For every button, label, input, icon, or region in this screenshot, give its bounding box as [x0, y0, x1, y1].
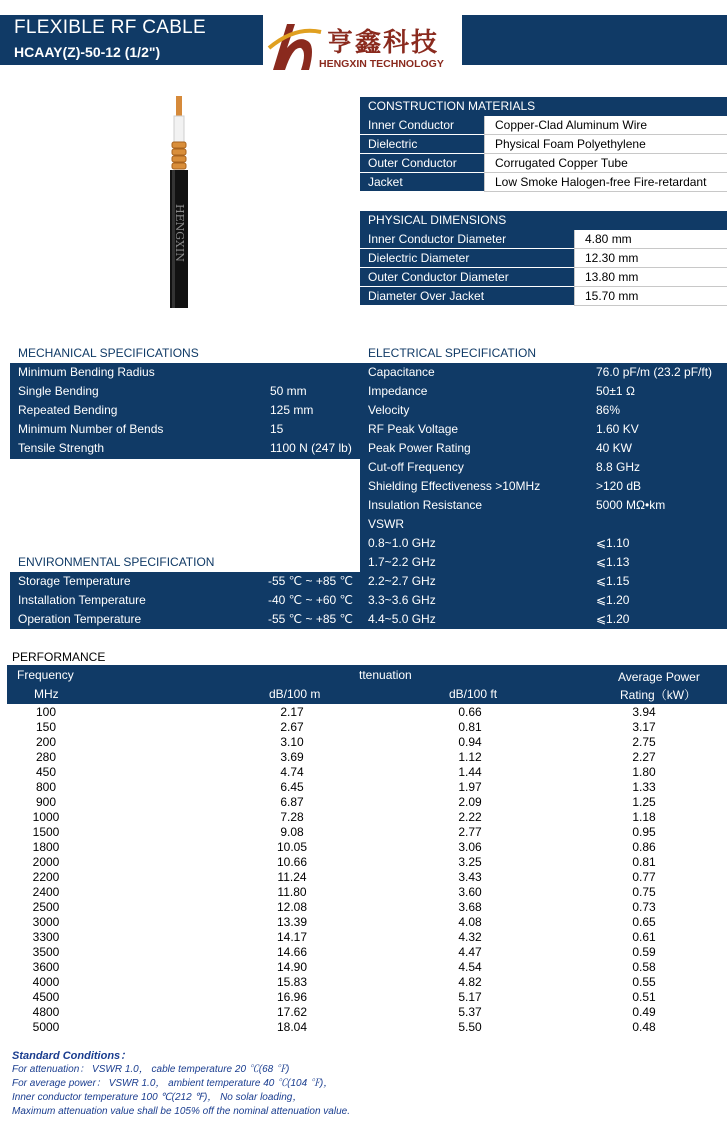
frequency-cell: 900 — [35, 795, 57, 809]
company-logo — [265, 18, 460, 73]
spec-key: Peak Power Rating — [368, 441, 471, 455]
db-100m-cell: 17.62 — [276, 1005, 308, 1019]
frequency-cell: 3300 — [32, 930, 60, 944]
power-cell: 3.94 — [632, 705, 656, 719]
table-row — [0, 900, 727, 915]
spec-value: ⩽1.15 — [596, 574, 630, 588]
spec-value: Low Smoke Halogen-free Fire-retardant — [484, 173, 727, 192]
db-100m-cell: 9.08 — [280, 825, 304, 839]
frequency-cell: 4500 — [32, 990, 60, 1004]
db-100ft-cell: 3.43 — [458, 870, 482, 884]
db-100m-cell: 7.28 — [280, 810, 304, 824]
frequency-cell: 280 — [35, 750, 57, 764]
mechanical-table — [10, 363, 360, 459]
hengxin-logo-mark — [265, 18, 325, 74]
spec-value: 15.70 mm — [574, 287, 727, 306]
frequency-cell: 1500 — [32, 825, 60, 839]
spec-key: Velocity — [368, 403, 410, 417]
power-cell: 0.65 — [632, 915, 656, 929]
frequency-cell: 150 — [35, 720, 57, 734]
table-row — [0, 960, 727, 975]
db-100m-cell: 3.10 — [280, 735, 304, 749]
notes-title: Standard Conditions： — [12, 1050, 132, 1062]
power-cell: 0.73 — [632, 900, 656, 914]
table-row — [0, 720, 727, 735]
spec-key: Operation Temperature — [18, 612, 142, 626]
table-row — [0, 1005, 727, 1020]
table-row — [0, 735, 727, 750]
db-100m-cell: 6.45 — [280, 780, 304, 794]
db-100m-cell: 18.04 — [276, 1020, 308, 1034]
db-100ft-cell: 2.22 — [458, 810, 482, 824]
table-row — [0, 990, 727, 1005]
db-100ft-cell: 3.60 — [458, 885, 482, 899]
spec-value: >120 dB — [596, 479, 642, 493]
frequency-cell: 5000 — [32, 1020, 60, 1034]
power-cell: 0.59 — [632, 945, 656, 959]
spec-value: 40 KW — [596, 441, 633, 455]
table-row — [0, 810, 727, 825]
power-cell: 1.80 — [632, 765, 656, 779]
frequency-cell: 100 — [35, 705, 57, 719]
spec-value: -40 ℃ ~ +60 ℃ — [268, 593, 353, 607]
db-100ft-cell: 4.47 — [458, 945, 482, 959]
table-row — [0, 705, 727, 720]
db-100m-cell: 2.67 — [280, 720, 304, 734]
spec-key: Jacket — [360, 173, 484, 191]
db-100m-cell: 10.66 — [276, 855, 308, 869]
db-100ft-cell: 3.25 — [458, 855, 482, 869]
electrical-title: ELECTRICAL SPECIFICATION — [368, 346, 537, 360]
table-row — [0, 855, 727, 870]
db-100ft-cell: 0.94 — [458, 735, 482, 749]
spec-key: Outer Conductor — [360, 154, 484, 172]
spec-value: ⩽1.20 — [596, 593, 630, 607]
table-row — [0, 840, 727, 855]
db-100ft-cell: 3.06 — [458, 840, 482, 854]
frequency-cell: 1000 — [32, 810, 60, 824]
spec-value: Copper-Clad Aluminum Wire — [484, 116, 727, 135]
note-line: For average power： VSWR 1.0， ambient temperature 40 ℃(104 ℉)， — [12, 1078, 334, 1089]
power-cell: 2.27 — [632, 750, 656, 764]
db-100ft-cell: 5.50 — [458, 1020, 482, 1034]
spec-key: Minimum Bending Radius — [18, 365, 155, 379]
db-100ft-cell: 0.66 — [458, 705, 482, 719]
spec-key: Inner Conductor — [360, 116, 484, 134]
spec-key: Minimum Number of Bends — [18, 422, 164, 436]
spec-value: 50±1 Ω — [596, 384, 635, 398]
db-100m-cell: 11.24 — [277, 870, 307, 884]
header-right-bar — [462, 15, 727, 65]
spec-key: Dielectric — [360, 135, 484, 153]
power-cell: 0.58 — [632, 960, 656, 974]
logo-chinese: 亨鑫科技 — [327, 28, 440, 58]
table-row — [0, 975, 727, 990]
spec-key: Installation Temperature — [18, 593, 146, 607]
spec-key: Shielding Effectiveness >10MHz — [368, 479, 541, 493]
db-100ft-cell: 3.68 — [458, 900, 482, 914]
spec-value: -55 ℃ ~ +85 ℃ — [268, 574, 353, 588]
frequency-cell: 800 — [35, 780, 57, 794]
cable-image — [168, 96, 190, 308]
logo-english: HENGXIN TECHNOLOGY — [319, 58, 444, 70]
spec-value: 1.60 KV — [596, 422, 639, 436]
performance-title: PERFORMANCE — [12, 650, 106, 664]
spec-value: ⩽1.20 — [596, 612, 630, 626]
db-100ft-cell: 1.97 — [458, 780, 482, 794]
power-cell: 0.77 — [632, 870, 656, 884]
power-cell: 0.51 — [632, 990, 656, 1004]
db-100m-cell: 13.39 — [276, 915, 308, 929]
power-cell: 0.48 — [632, 1020, 656, 1034]
construction-title: CONSTRUCTION MATERIALS — [360, 97, 727, 116]
power-cell: 1.33 — [632, 780, 656, 794]
db-100m-cell: 2.17 — [280, 705, 304, 719]
db-100ft-cell: 4.82 — [458, 975, 482, 989]
table-row — [0, 825, 727, 840]
document-title: FLEXIBLE RF CABLE — [14, 17, 207, 38]
spec-value: Physical Foam Polyethylene — [484, 135, 727, 154]
db-100ft-cell: 1.44 — [458, 765, 482, 779]
environmental-table — [10, 572, 360, 629]
db-100ft-cell: 4.54 — [458, 960, 482, 974]
header-mhz: MHz — [34, 687, 59, 701]
db-100m-cell: 16.96 — [276, 990, 308, 1004]
spec-key: Insulation Resistance — [368, 498, 483, 512]
frequency-cell: 2400 — [32, 885, 60, 899]
note-line: Maximum attenuation value shall be 105% off the nominal attenuation value. — [12, 1106, 350, 1117]
frequency-cell: 1800 — [32, 840, 60, 854]
db-100m-cell: 14.66 — [276, 945, 308, 959]
power-cell: 0.86 — [632, 840, 656, 854]
spec-key: Repeated Bending — [18, 403, 118, 417]
frequency-cell: 4800 — [32, 1005, 60, 1019]
frequency-cell: 200 — [35, 735, 57, 749]
power-cell: 0.95 — [632, 825, 656, 839]
spec-value: 86% — [596, 403, 621, 417]
spec-value: 4.80 mm — [574, 230, 727, 249]
power-cell: 0.75 — [632, 885, 656, 899]
frequency-cell: 450 — [35, 765, 57, 779]
spec-key: 1.7~2.2 GHz — [368, 555, 436, 569]
power-cell: 0.49 — [632, 1005, 656, 1019]
spec-key: Dielectric Diameter — [360, 249, 574, 267]
table-row — [0, 765, 727, 780]
model-number: HCAAY(Z)-50-12 (1/2") — [14, 44, 161, 60]
spec-key: Capacitance — [368, 365, 435, 379]
spec-value: ⩽1.10 — [596, 536, 630, 550]
power-cell: 0.61 — [632, 930, 656, 944]
table-row — [0, 915, 727, 930]
spec-value: -55 ℃ ~ +85 ℃ — [268, 612, 353, 626]
db-100ft-cell: 4.32 — [458, 930, 482, 944]
spec-key: Storage Temperature — [18, 574, 131, 588]
table-row — [0, 930, 727, 945]
spec-key: RF Peak Voltage — [368, 422, 459, 436]
spec-value: 12.30 mm — [574, 249, 727, 268]
db-100ft-cell: 0.81 — [458, 720, 482, 734]
spec-value: 50 mm — [270, 384, 307, 398]
power-cell: 2.75 — [632, 735, 656, 749]
table-row — [0, 1020, 727, 1035]
spec-value: 1100 N (247 lb) — [270, 441, 352, 455]
table-row — [0, 750, 727, 765]
spec-key: VSWR — [368, 517, 404, 531]
spec-key: Impedance — [368, 384, 428, 398]
table-row — [0, 795, 727, 810]
spec-key: 3.3~3.6 GHz — [368, 593, 436, 607]
table-row — [0, 885, 727, 900]
standard-conditions — [12, 1049, 350, 1119]
header-frequency: Frequency — [17, 668, 74, 682]
frequency-cell: 2000 — [32, 855, 60, 869]
db-100ft-cell: 1.12 — [458, 750, 482, 764]
frequency-cell: 4000 — [32, 975, 60, 989]
db-100m-cell: 10.05 — [276, 840, 308, 854]
db-100m-cell: 14.90 — [276, 960, 308, 974]
frequency-cell: 2200 — [32, 870, 60, 884]
frequency-cell: 2500 — [32, 900, 60, 914]
db-100m-cell: 12.08 — [276, 900, 308, 914]
frequency-cell: 3500 — [32, 945, 60, 959]
spec-value: 8.8 GHz — [596, 460, 641, 474]
spec-value: 76.0 pF/m (23.2 pF/ft) — [596, 365, 713, 379]
mechanical-title: MECHANICAL SPECIFICATIONS — [18, 346, 199, 360]
db-100ft-cell: 2.77 — [458, 825, 482, 839]
spec-value: Corrugated Copper Tube — [484, 154, 727, 173]
power-cell: 0.55 — [632, 975, 656, 989]
table-row — [0, 870, 727, 885]
note-line: Inner conductor temperature 100 ℃(212 ℉)， No solar loading， — [12, 1092, 303, 1103]
power-cell: 0.81 — [632, 855, 656, 869]
spec-key: Cut-off Frequency — [368, 460, 464, 474]
db-100m-cell: 4.74 — [280, 765, 304, 779]
performance-header — [7, 665, 727, 704]
spec-key: 4.4~5.0 GHz — [368, 612, 436, 626]
note-line: For attenuation： VSWR 1.0， cable temperature 20 ℃(68 ℉) — [12, 1064, 290, 1075]
power-cell: 1.25 — [632, 795, 656, 809]
db-100m-cell: 15.83 — [276, 975, 308, 989]
spec-value: ⩽1.13 — [596, 555, 630, 569]
power-cell: 1.18 — [632, 810, 656, 824]
environmental-title: ENVIRONMENTAL SPECIFICATION — [18, 555, 215, 569]
cable-print-text: HENGXIN — [173, 204, 186, 262]
physical-title: PHYSICAL DIMENSIONS — [360, 211, 727, 230]
db-100m-cell: 14.17 — [276, 930, 308, 944]
spec-value: 13.80 mm — [574, 268, 727, 287]
db-100ft-cell: 5.17 — [458, 990, 482, 1004]
header-title-bar — [0, 15, 263, 65]
table-row — [0, 780, 727, 795]
db-100m-cell: 11.80 — [277, 885, 307, 899]
db-100ft-cell: 4.08 — [458, 915, 482, 929]
header-average-power: Average Power — [618, 670, 700, 684]
spec-key: Diameter Over Jacket — [360, 287, 574, 305]
spec-key: Inner Conductor Diameter — [360, 230, 574, 248]
header-db-100ft: dB/100 ft — [449, 687, 498, 701]
spec-value: 125 mm — [270, 403, 314, 417]
frequency-cell: 3000 — [32, 915, 60, 929]
header-power-rating: Rating（kW） — [620, 688, 697, 702]
frequency-cell: 3600 — [32, 960, 60, 974]
spec-key: 2.2~2.7 GHz — [368, 574, 436, 588]
spec-value: 15 — [270, 422, 284, 436]
spec-value: 5000 MΩ•km — [596, 498, 666, 512]
electrical-table — [360, 363, 727, 629]
spec-key: Single Bending — [18, 384, 99, 398]
db-100m-cell: 3.69 — [280, 750, 304, 764]
header-db-100m: dB/100 m — [269, 687, 321, 701]
header-attenuation: ttenuation — [359, 668, 412, 682]
power-cell: 3.17 — [632, 720, 656, 734]
spec-key: 0.8~1.0 GHz — [368, 536, 436, 550]
db-100ft-cell: 5.37 — [458, 1005, 482, 1019]
db-100ft-cell: 2.09 — [458, 795, 482, 809]
table-row — [0, 945, 727, 960]
spec-key: Tensile Strength — [18, 441, 105, 455]
spec-key: Outer Conductor Diameter — [360, 268, 574, 286]
db-100m-cell: 6.87 — [280, 795, 304, 809]
